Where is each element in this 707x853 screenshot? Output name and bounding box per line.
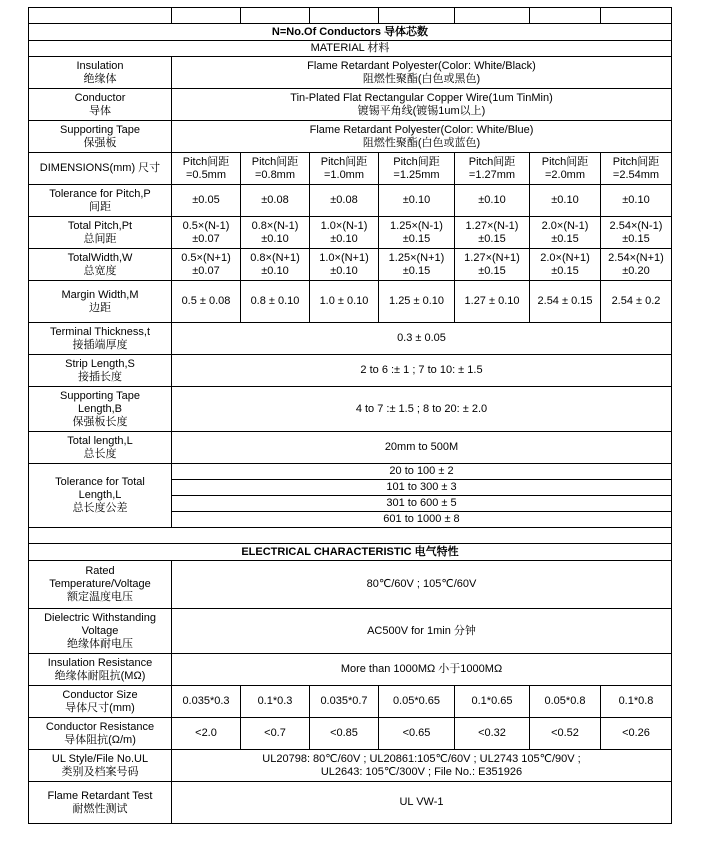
cell-line: 0.5×(N-1): [182, 219, 230, 232]
margin-width-cell: 2.54 ± 0.2: [601, 281, 672, 323]
cell-line: Pitch间距: [541, 155, 589, 168]
conductor-size-cell: 0.1*0.8: [601, 686, 672, 718]
cell-line: ±0.15: [622, 232, 650, 245]
tolerance-total-length-value: 601 to 1000 ± 8: [172, 512, 672, 528]
cell-line: ±0.15: [402, 264, 431, 277]
conductor-resistance-cell: <0.7: [241, 718, 310, 750]
tolerance-total-length-value: 301 to 600 ± 5: [172, 496, 672, 512]
cell-line: 1.27×(N+1): [464, 251, 520, 264]
tolerance-pitch-cell: ±0.08: [241, 185, 310, 217]
pitch-header: [241, 153, 310, 185]
total-width-cell: [172, 249, 241, 281]
dimensions-label: DIMENSIONS(mm) 尺寸: [29, 153, 172, 185]
cell-line: 2.0×(N-1): [541, 219, 589, 232]
conductor-resistance-cell: <0.26: [601, 718, 672, 750]
cell-line: =0.5mm: [185, 168, 227, 181]
total-width-cell: [310, 249, 379, 281]
margin-width-cell: 1.25 ± 0.10: [379, 281, 455, 323]
strip-length-label: Strip Length,S 接插长度: [29, 355, 172, 387]
tolerance-pitch-cell: ±0.10: [455, 185, 530, 217]
insulation-row: [29, 57, 672, 89]
tolerance-pitch-label: Tolerance for Pitch,P 间距: [29, 185, 172, 217]
total-width-cell: [455, 249, 530, 281]
electrical-header-row: [29, 544, 672, 561]
cell-line: Pitch间距: [320, 155, 368, 168]
supporting-tape-label: Supporting Tape 保强板: [29, 121, 172, 153]
cell-line: Pitch间距: [182, 155, 230, 168]
flame-test-label: Flame Retardant Test 耐燃性测试: [29, 782, 172, 824]
tolerance-pitch-cell: ±0.10: [601, 185, 672, 217]
cell-line: ±0.15: [478, 264, 506, 277]
cell-line: ±0.10: [330, 232, 358, 245]
tolerance-pitch-cell: ±0.05: [172, 185, 241, 217]
insulation-resistance-label: Insulation Resistance 绝缘体耐阻抗(MΩ): [29, 654, 172, 686]
conductor-resistance-cell: <0.32: [455, 718, 530, 750]
blank-row-middle: [29, 528, 672, 544]
conductor-size-cell: 0.1*0.3: [241, 686, 310, 718]
cell-line: 2.54×(N-1): [609, 219, 663, 232]
tolerance-total-length-row: [29, 464, 672, 480]
conductor-size-cell: 0.05*0.65: [379, 686, 455, 718]
tolerance-total-length-value: 20 to 100 ± 2: [172, 464, 672, 480]
total-width-label: TotalWidth,W 总宽度: [29, 249, 172, 281]
total-pitch-row: [29, 217, 672, 249]
cell-line: =2.0mm: [544, 168, 586, 181]
dimensions-row: [29, 153, 672, 185]
conductor-resistance-cell: <0.65: [379, 718, 455, 750]
electrical-header: ELECTRICAL CHARACTERISTIC 电气特性: [29, 544, 672, 561]
cell-line: =0.8mm: [254, 168, 296, 181]
tolerance-pitch-cell: ±0.10: [379, 185, 455, 217]
conductor-count-title: N=No.Of Conductors 导体芯数: [29, 24, 672, 41]
conductor-size-cell: 0.05*0.8: [530, 686, 601, 718]
total-pitch-cell: [379, 217, 455, 249]
cell-line: ±0.10: [261, 232, 289, 245]
conductor-resistance-label: Conductor Resistance 导体阻抗(Ω/m): [29, 718, 172, 750]
strip-length-row: [29, 355, 672, 387]
supporting-tape-length-row: [29, 387, 672, 432]
margin-width-label: Margin Width,M 边距: [29, 281, 172, 323]
cell-line: ±0.20: [622, 264, 650, 277]
cell-line: 1.0×(N+1): [319, 251, 369, 264]
conductor-label: Conductor 导体: [29, 89, 172, 121]
total-width-cell: [601, 249, 672, 281]
margin-width-cell: 2.54 ± 0.15: [530, 281, 601, 323]
title-row: [29, 24, 672, 41]
ul-style-row: [29, 750, 672, 782]
cell-line: =1.0mm: [323, 168, 365, 181]
cell-line: 0.8×(N+1): [250, 251, 300, 264]
rated-temp-label: Rated Temperature/Voltage 额定温度电压: [29, 561, 172, 609]
total-pitch-cell: [601, 217, 672, 249]
tolerance-pitch-cell: ±0.10: [530, 185, 601, 217]
insulation-resistance-row: [29, 654, 672, 686]
total-pitch-cell: [241, 217, 310, 249]
spec-table: [28, 7, 672, 824]
cell-line: 0.5×(N+1): [181, 251, 231, 264]
supporting-tape-length-value: 4 to 7 :± 1.5 ; 8 to 20: ± 2.0: [172, 387, 672, 432]
total-pitch-label: Total Pitch,Pt 总间距: [29, 217, 172, 249]
pitch-header: [172, 153, 241, 185]
cell-line: ±0.10: [261, 264, 289, 277]
rated-temp-row: [29, 561, 672, 609]
terminal-thickness-value: 0.3 ± 0.05: [172, 323, 672, 355]
total-width-row: [29, 249, 672, 281]
total-pitch-cell: [310, 217, 379, 249]
dielectric-row: [29, 609, 672, 654]
strip-length-value: 2 to 6 :± 1 ; 7 to 10: ± 1.5: [172, 355, 672, 387]
material-header: MATERIAL 材料: [29, 41, 672, 57]
tolerance-total-length-value: 101 to 300 ± 3: [172, 480, 672, 496]
flame-test-row: [29, 782, 672, 824]
total-pitch-cell: [530, 217, 601, 249]
cell-line: Pitch间距: [468, 155, 516, 168]
total-width-cell: [241, 249, 310, 281]
pitch-header: [310, 153, 379, 185]
blank-row-top: [29, 8, 672, 24]
conductor-resistance-cell: <2.0: [172, 718, 241, 750]
margin-width-cell: 1.27 ± 0.10: [455, 281, 530, 323]
total-width-cell: [379, 249, 455, 281]
dielectric-label: Dielectric Withstanding Voltage 绝缘体耐电压: [29, 609, 172, 654]
cell-line: 1.27×(N-1): [465, 219, 519, 232]
cell-line: ±0.10: [330, 264, 358, 277]
margin-width-cell: 0.5 ± 0.08: [172, 281, 241, 323]
total-pitch-cell: [455, 217, 530, 249]
ul-style-label: UL Style/File No.UL 类别及档案号码: [29, 750, 172, 782]
conductor-size-cell: 0.035*0.3: [172, 686, 241, 718]
cell-line: ±0.15: [551, 232, 579, 245]
margin-width-row: [29, 281, 672, 323]
insulation-value: Flame Retardant Polyester(Color: White/Black) 阻燃性聚酯(白色或黑色): [172, 57, 672, 89]
material-header-row: [29, 41, 672, 57]
total-length-row: [29, 432, 672, 464]
margin-width-cell: 0.8 ± 0.10: [241, 281, 310, 323]
flame-test-value: UL VW-1: [172, 782, 672, 824]
cell-line: Pitch间距: [612, 155, 660, 168]
conductor-size-row: [29, 686, 672, 718]
ul-style-value: UL20798: 80℃/60V ; UL20861:105℃/60V ; UL2743 105℃/90V ; UL2643: 105℃/300V ; File No.: E351926: [172, 750, 672, 782]
pitch-header: [530, 153, 601, 185]
conductor-size-cell: 0.1*0.65: [455, 686, 530, 718]
pitch-header: [379, 153, 455, 185]
conductor-resistance-row: [29, 718, 672, 750]
conductor-size-cell: 0.035*0.7: [310, 686, 379, 718]
cell-line: ±0.15: [478, 232, 506, 245]
cell-line: ±0.15: [402, 232, 431, 245]
cell-line: =1.27mm: [468, 168, 516, 181]
cell-line: 1.25×(N+1): [388, 251, 445, 264]
cell-line: 2.0×(N+1): [540, 251, 590, 264]
supporting-tape-value: Flame Retardant Polyester(Color: White/Blue) 阻燃性聚酯(白色或蓝色): [172, 121, 672, 153]
margin-width-cell: 1.0 ± 0.10: [310, 281, 379, 323]
cell-line: Pitch间距: [251, 155, 299, 168]
tolerance-pitch-row: [29, 185, 672, 217]
cell-line: ±0.07: [192, 264, 220, 277]
total-pitch-cell: [172, 217, 241, 249]
pitch-header: [455, 153, 530, 185]
cell-line: =2.54mm: [612, 168, 660, 181]
tolerance-pitch-cell: ±0.08: [310, 185, 379, 217]
total-length-value: 20mm to 500M: [172, 432, 672, 464]
cell-line: ±0.07: [192, 232, 220, 245]
insulation-label: Insulation 绝缘体: [29, 57, 172, 89]
total-width-cell: [530, 249, 601, 281]
cell-line: 1.25×(N-1): [390, 219, 443, 232]
rated-temp-value: 80℃/60V ; 105℃/60V: [172, 561, 672, 609]
cell-line: 2.54×(N+1): [608, 251, 664, 264]
supporting-tape-length-label: Supporting Tape Length,B 保强板长度: [29, 387, 172, 432]
conductor-size-label: Conductor Size 导体尺寸(mm): [29, 686, 172, 718]
conductor-row: [29, 89, 672, 121]
conductor-value: Tin-Plated Flat Rectangular Copper Wire(1um TinMin) 镀锡平角线(镀锡1um以上): [172, 89, 672, 121]
supporting-tape-row: [29, 121, 672, 153]
conductor-resistance-cell: <0.85: [310, 718, 379, 750]
insulation-resistance-value: More than 1000MΩ 小于1000MΩ: [172, 654, 672, 686]
terminal-thickness-label: Terminal Thickness,t 接插端厚度: [29, 323, 172, 355]
cell-line: 0.8×(N-1): [251, 219, 299, 232]
dielectric-value: AC500V for 1min 分钟: [172, 609, 672, 654]
cell-line: ±0.15: [551, 264, 579, 277]
pitch-header: [601, 153, 672, 185]
cell-line: Pitch间距: [393, 155, 440, 168]
cell-line: 1.0×(N-1): [320, 219, 368, 232]
conductor-resistance-cell: <0.52: [530, 718, 601, 750]
terminal-thickness-row: [29, 323, 672, 355]
tolerance-total-length-label: Tolerance for Total Length,L 总长度公差: [29, 464, 172, 528]
cell-line: =1.25mm: [393, 168, 440, 181]
spec-sheet: [28, 7, 671, 824]
total-length-label: Total length,L 总长度: [29, 432, 172, 464]
